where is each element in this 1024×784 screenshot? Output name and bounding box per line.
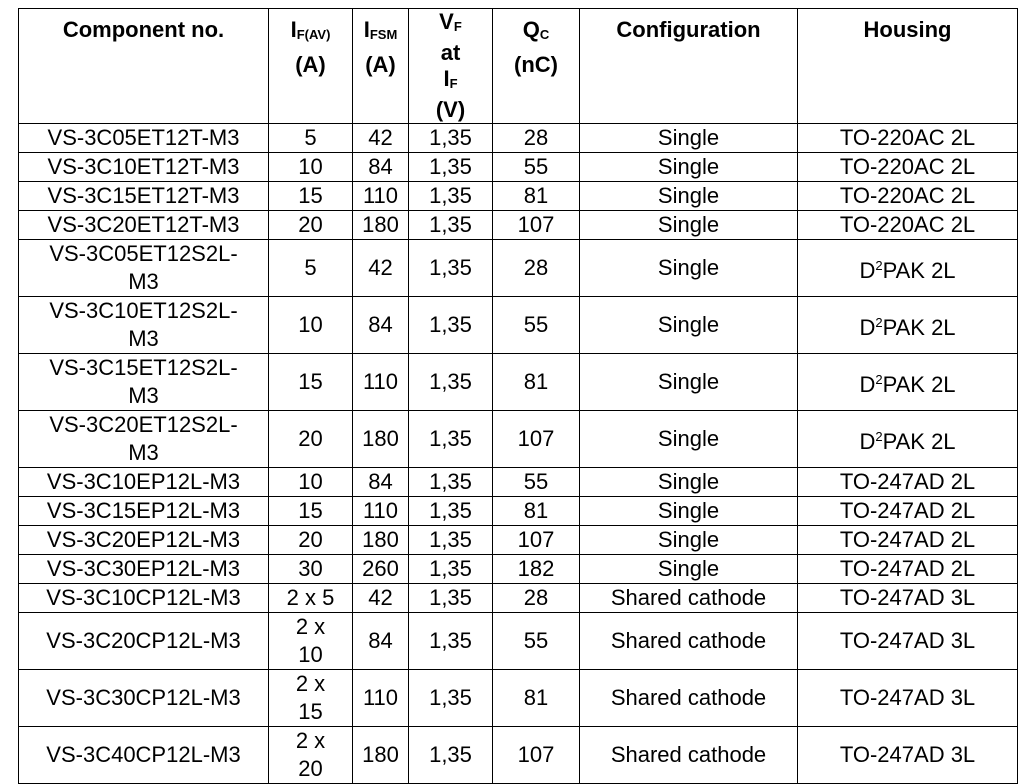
- cell-component-no: [19, 297, 269, 354]
- cell-component-no: [19, 240, 269, 297]
- ifav-line: 20: [298, 426, 323, 451]
- header-ifsm-symbol: I: [363, 17, 370, 42]
- housing-suffix: PAK 2L: [882, 314, 956, 340]
- ifav-line: 20: [298, 527, 323, 552]
- cell-vf-value: 1,35: [429, 125, 472, 150]
- cell-qc-value: 28: [523, 125, 549, 150]
- component-no-line: VS-3C20CP12L-M3: [46, 628, 241, 653]
- header-vf-if-symbol: I: [443, 66, 450, 91]
- cell-configuration: [580, 182, 798, 211]
- cell-ifav: [269, 411, 353, 468]
- cell-vf: [409, 297, 493, 354]
- cell-configuration: [580, 526, 798, 555]
- cell-ifav: [269, 240, 353, 297]
- header-row: [19, 9, 1018, 124]
- cell-qc-value: 81: [523, 183, 549, 208]
- cell-configuration: [580, 584, 798, 613]
- ifav-line: 10: [298, 642, 323, 667]
- cell-qc: [493, 468, 580, 497]
- cell-ifav: [269, 613, 353, 670]
- cell-vf: [409, 468, 493, 497]
- cell-configuration-value: Single: [657, 312, 720, 337]
- cell-vf-value: 1,35: [429, 527, 472, 552]
- cell-component-no: [19, 497, 269, 526]
- cell-configuration: [580, 468, 798, 497]
- cell-configuration-value: Single: [657, 556, 720, 581]
- cell-ifsm: [353, 411, 409, 468]
- component-no-line: VS-3C30CP12L-M3: [46, 685, 241, 710]
- cell-ifsm: [353, 497, 409, 526]
- cell-vf-value: 1,35: [429, 369, 472, 394]
- cell-qc: [493, 497, 580, 526]
- table-row: [19, 727, 1018, 784]
- cell-qc: [493, 526, 580, 555]
- cell-component-no: [19, 153, 269, 182]
- housing-suffix: PAK 2L: [882, 428, 956, 454]
- cell-ifsm-value: 180: [362, 527, 399, 552]
- cell-vf: [409, 526, 493, 555]
- ifav-line: 20: [298, 756, 323, 781]
- cell-component-no: [19, 727, 269, 784]
- ifav-line: 2 x: [295, 671, 326, 696]
- cell-qc-value: 28: [523, 585, 549, 610]
- header-vf-symbol: V: [439, 9, 454, 34]
- cell-ifav: [269, 297, 353, 354]
- cell-configuration-value: Single: [657, 527, 720, 552]
- cell-component-no: [19, 468, 269, 497]
- cell-configuration-value: Single: [657, 426, 720, 451]
- cell-vf-value: 1,35: [429, 742, 472, 767]
- component-no-line: M3: [128, 383, 159, 408]
- cell-configuration: [580, 497, 798, 526]
- cell-vf-value: 1,35: [429, 685, 472, 710]
- housing-value: TO-220AC 2L: [839, 154, 976, 179]
- cell-housing: [798, 153, 1018, 182]
- cell-qc-value: 55: [523, 469, 549, 494]
- housing-value: TO-247AD 3L: [839, 628, 976, 653]
- diode-spec-table: [18, 8, 1018, 784]
- housing-superscript: 2: [875, 314, 883, 330]
- cell-vf-value: 1,35: [429, 255, 472, 280]
- header-vf-if-subscript: F: [449, 76, 458, 91]
- cell-configuration: [580, 297, 798, 354]
- header-vf-at: at: [440, 40, 461, 65]
- cell-configuration-value: Single: [657, 154, 720, 179]
- cell-ifsm-value: 180: [362, 212, 399, 237]
- cell-component-no: [19, 613, 269, 670]
- diode-table-container: [18, 8, 1017, 784]
- component-no-line: M3: [128, 326, 159, 351]
- ifav-line: 15: [298, 498, 323, 523]
- cell-housing: [798, 468, 1018, 497]
- cell-ifsm-value: 180: [362, 426, 399, 451]
- table-row: [19, 182, 1018, 211]
- ifav-line: 15: [298, 183, 323, 208]
- housing-suffix: PAK 2L: [882, 257, 956, 283]
- table-row: [19, 613, 1018, 670]
- cell-ifav: [269, 670, 353, 727]
- cell-ifsm-value: 110: [362, 685, 399, 710]
- cell-vf: [409, 182, 493, 211]
- cell-qc: [493, 584, 580, 613]
- cell-vf: [409, 727, 493, 784]
- component-no-line: VS-3C15EP12L-M3: [46, 498, 241, 523]
- cell-component-no: [19, 584, 269, 613]
- component-no-line: VS-3C10CP12L-M3: [46, 585, 241, 610]
- cell-configuration-value: Single: [657, 183, 720, 208]
- cell-ifav: [269, 468, 353, 497]
- component-no-line: M3: [128, 269, 159, 294]
- cell-configuration: [580, 727, 798, 784]
- component-no-line: VS-3C20ET12S2L-: [49, 412, 238, 437]
- header-qc-subscript: C: [539, 27, 550, 42]
- header-ifav: [269, 9, 353, 124]
- cell-ifsm-value: 110: [362, 183, 399, 208]
- ifav-line: 10: [298, 312, 323, 337]
- cell-qc-value: 55: [523, 312, 549, 337]
- cell-ifsm: [353, 153, 409, 182]
- cell-qc: [493, 411, 580, 468]
- cell-vf-value: 1,35: [429, 183, 472, 208]
- cell-configuration: [580, 153, 798, 182]
- cell-configuration-value: Single: [657, 498, 720, 523]
- cell-configuration: [580, 124, 798, 153]
- cell-vf: [409, 613, 493, 670]
- cell-ifsm-value: 42: [368, 585, 393, 610]
- cell-qc-value: 81: [523, 685, 549, 710]
- cell-ifsm: [353, 124, 409, 153]
- ifav-line: 5: [304, 255, 317, 280]
- cell-ifsm: [353, 297, 409, 354]
- header-housing: [798, 9, 1018, 124]
- housing-value: TO-247AD 2L: [839, 498, 976, 523]
- cell-vf-value: 1,35: [429, 628, 472, 653]
- cell-housing: [798, 613, 1018, 670]
- cell-qc-value: 28: [523, 255, 549, 280]
- housing-suffix: PAK 2L: [882, 371, 956, 397]
- housing-value: TO-247AD 2L: [839, 527, 976, 552]
- header-ifsm-subscript: FSM: [369, 27, 398, 42]
- cell-vf-value: 1,35: [429, 212, 472, 237]
- cell-ifav: [269, 211, 353, 240]
- cell-ifsm: [353, 555, 409, 584]
- cell-ifsm: [353, 354, 409, 411]
- housing-value: TO-220AC 2L: [839, 125, 976, 150]
- cell-qc-value: 81: [523, 498, 549, 523]
- housing-prefix: D: [859, 428, 876, 454]
- table-body: [19, 124, 1018, 784]
- cell-housing: [798, 297, 1018, 354]
- cell-ifsm-value: 84: [368, 312, 393, 337]
- table-row: [19, 124, 1018, 153]
- cell-ifsm: [353, 468, 409, 497]
- housing-value: TO-220AC 2L: [839, 183, 976, 208]
- component-no-line: VS-3C10ET12T-M3: [47, 154, 240, 179]
- cell-vf: [409, 555, 493, 584]
- housing-prefix: D: [859, 257, 876, 283]
- cell-configuration-value: Single: [657, 469, 720, 494]
- component-no-line: VS-3C10EP12L-M3: [46, 469, 241, 494]
- cell-ifav: [269, 555, 353, 584]
- housing-prefix: D: [859, 371, 876, 397]
- cell-component-no: [19, 182, 269, 211]
- cell-qc: [493, 670, 580, 727]
- cell-ifav: [269, 526, 353, 555]
- cell-vf: [409, 497, 493, 526]
- cell-qc: [493, 613, 580, 670]
- component-no-line: M3: [128, 440, 159, 465]
- cell-component-no: [19, 411, 269, 468]
- cell-component-no: [19, 526, 269, 555]
- cell-vf: [409, 240, 493, 297]
- cell-qc-value: 182: [517, 556, 555, 581]
- header-qc-symbol: Q: [522, 17, 540, 42]
- housing-value: TO-247AD 3L: [839, 742, 976, 767]
- cell-configuration: [580, 670, 798, 727]
- component-no-line: VS-3C05ET12T-M3: [47, 125, 240, 150]
- header-configuration: [580, 9, 798, 124]
- housing-superscript: 2: [875, 371, 883, 387]
- cell-vf-value: 1,35: [429, 585, 472, 610]
- cell-component-no: [19, 124, 269, 153]
- cell-vf: [409, 211, 493, 240]
- cell-configuration: [580, 240, 798, 297]
- cell-ifsm: [353, 526, 409, 555]
- cell-qc: [493, 297, 580, 354]
- cell-qc-value: 55: [523, 154, 549, 179]
- cell-ifav: [269, 354, 353, 411]
- cell-vf: [409, 354, 493, 411]
- cell-component-no: [19, 555, 269, 584]
- header-qc: [493, 9, 580, 124]
- cell-ifsm-value: 180: [362, 742, 399, 767]
- cell-qc-value: 107: [517, 742, 555, 767]
- cell-housing: [798, 354, 1018, 411]
- cell-ifsm: [353, 584, 409, 613]
- cell-ifsm: [353, 182, 409, 211]
- cell-configuration-value: Shared cathode: [610, 742, 767, 767]
- cell-housing: [798, 240, 1018, 297]
- cell-component-no: [19, 354, 269, 411]
- housing-superscript: 2: [875, 428, 883, 444]
- cell-ifsm-value: 110: [362, 498, 399, 523]
- table-row: [19, 354, 1018, 411]
- cell-ifsm-value: 42: [368, 255, 393, 280]
- cell-housing: [798, 584, 1018, 613]
- housing-value: TO-247AD 3L: [839, 685, 976, 710]
- housing-prefix: D: [859, 314, 876, 340]
- cell-ifsm: [353, 613, 409, 670]
- header-vf: [409, 9, 493, 124]
- header-housing-label: Housing: [863, 17, 952, 42]
- cell-ifsm: [353, 727, 409, 784]
- cell-qc: [493, 727, 580, 784]
- ifav-line: 10: [298, 154, 323, 179]
- cell-qc-value: 107: [517, 212, 555, 237]
- table-row: [19, 411, 1018, 468]
- cell-qc-value: 55: [523, 628, 549, 653]
- ifav-line: 20: [298, 212, 323, 237]
- cell-configuration-value: Shared cathode: [610, 685, 767, 710]
- header-ifav-unit: (A): [295, 52, 326, 77]
- table-row: [19, 297, 1018, 354]
- cell-housing: [798, 182, 1018, 211]
- ifav-line: 2 x 5: [286, 585, 335, 610]
- cell-ifsm: [353, 670, 409, 727]
- cell-housing: [798, 124, 1018, 153]
- cell-housing: [798, 670, 1018, 727]
- cell-vf-value: 1,35: [429, 426, 472, 451]
- ifav-line: 15: [298, 369, 323, 394]
- cell-qc: [493, 182, 580, 211]
- cell-configuration-value: Single: [657, 369, 720, 394]
- table-row: [19, 670, 1018, 727]
- cell-housing: [798, 526, 1018, 555]
- table-row: [19, 526, 1018, 555]
- cell-ifav: [269, 584, 353, 613]
- cell-configuration-value: Shared cathode: [610, 628, 767, 653]
- cell-housing: [798, 555, 1018, 584]
- cell-vf-value: 1,35: [429, 154, 472, 179]
- cell-qc: [493, 240, 580, 297]
- header-ifsm-unit: (A): [365, 52, 396, 77]
- header-component-label: Component no.: [62, 17, 225, 42]
- ifav-line: 30: [298, 556, 323, 581]
- ifav-line: 2 x: [295, 614, 326, 639]
- cell-configuration: [580, 613, 798, 670]
- header-configuration-label: Configuration: [616, 17, 761, 42]
- cell-ifsm: [353, 211, 409, 240]
- component-no-line: VS-3C40CP12L-M3: [46, 742, 241, 767]
- table-row: [19, 211, 1018, 240]
- ifav-line: 10: [298, 469, 323, 494]
- cell-ifav: [269, 182, 353, 211]
- cell-configuration-value: Single: [657, 212, 720, 237]
- table-row: [19, 153, 1018, 182]
- housing-value: TO-247AD 2L: [839, 469, 976, 494]
- header-vf-subscript: F: [453, 19, 462, 34]
- cell-ifav: [269, 124, 353, 153]
- component-no-line: VS-3C15ET12S2L-: [49, 355, 238, 380]
- cell-ifav: [269, 497, 353, 526]
- cell-vf: [409, 670, 493, 727]
- cell-vf: [409, 153, 493, 182]
- cell-configuration-value: Shared cathode: [610, 585, 767, 610]
- cell-ifsm-value: 42: [368, 125, 393, 150]
- header-component-no: [19, 9, 269, 124]
- cell-vf: [409, 411, 493, 468]
- cell-vf-value: 1,35: [429, 312, 472, 337]
- cell-ifsm-value: 110: [362, 369, 399, 394]
- housing-value: TO-220AC 2L: [839, 212, 976, 237]
- component-no-line: VS-3C05ET12S2L-: [49, 241, 238, 266]
- cell-qc-value: 107: [517, 426, 555, 451]
- cell-ifav: [269, 153, 353, 182]
- cell-vf: [409, 584, 493, 613]
- ifav-line: 2 x: [295, 728, 326, 753]
- header-vf-unit: (V): [435, 97, 466, 122]
- cell-housing: [798, 497, 1018, 526]
- cell-vf-value: 1,35: [429, 469, 472, 494]
- cell-configuration: [580, 354, 798, 411]
- cell-qc-value: 81: [523, 369, 549, 394]
- header-qc-unit: (nC): [514, 52, 558, 77]
- table-row: [19, 497, 1018, 526]
- cell-component-no: [19, 211, 269, 240]
- cell-ifsm: [353, 240, 409, 297]
- cell-vf: [409, 124, 493, 153]
- table-row: [19, 468, 1018, 497]
- component-no-line: VS-3C20ET12T-M3: [47, 212, 240, 237]
- component-no-line: VS-3C20EP12L-M3: [46, 527, 241, 552]
- cell-configuration: [580, 555, 798, 584]
- ifav-line: 5: [304, 125, 317, 150]
- cell-housing: [798, 411, 1018, 468]
- cell-configuration: [580, 411, 798, 468]
- header-ifav-subscript: F(AV): [296, 27, 331, 42]
- cell-qc: [493, 211, 580, 240]
- header-ifsm: [353, 9, 409, 124]
- cell-qc: [493, 153, 580, 182]
- cell-ifsm-value: 260: [362, 556, 399, 581]
- cell-qc: [493, 124, 580, 153]
- housing-superscript: 2: [875, 257, 883, 273]
- cell-housing: [798, 211, 1018, 240]
- ifav-line: 15: [298, 699, 323, 724]
- cell-configuration: [580, 211, 798, 240]
- component-no-line: VS-3C10ET12S2L-: [49, 298, 238, 323]
- housing-value: TO-247AD 3L: [839, 585, 976, 610]
- cell-qc: [493, 555, 580, 584]
- component-no-line: VS-3C30EP12L-M3: [46, 556, 241, 581]
- housing-value: TO-247AD 2L: [839, 556, 976, 581]
- cell-component-no: [19, 670, 269, 727]
- cell-configuration-value: Single: [657, 125, 720, 150]
- cell-ifav: [269, 727, 353, 784]
- table-row: [19, 555, 1018, 584]
- cell-housing: [798, 727, 1018, 784]
- header-ifav-symbol: I: [290, 17, 297, 42]
- component-no-line: VS-3C15ET12T-M3: [47, 183, 240, 208]
- cell-qc: [493, 354, 580, 411]
- table-row: [19, 240, 1018, 297]
- cell-ifsm-value: 84: [368, 469, 393, 494]
- table-row: [19, 584, 1018, 613]
- cell-ifsm-value: 84: [368, 628, 393, 653]
- cell-configuration-value: Single: [657, 255, 720, 280]
- cell-ifsm-value: 84: [368, 154, 393, 179]
- cell-vf-value: 1,35: [429, 556, 472, 581]
- cell-vf-value: 1,35: [429, 498, 472, 523]
- cell-qc-value: 107: [517, 527, 555, 552]
